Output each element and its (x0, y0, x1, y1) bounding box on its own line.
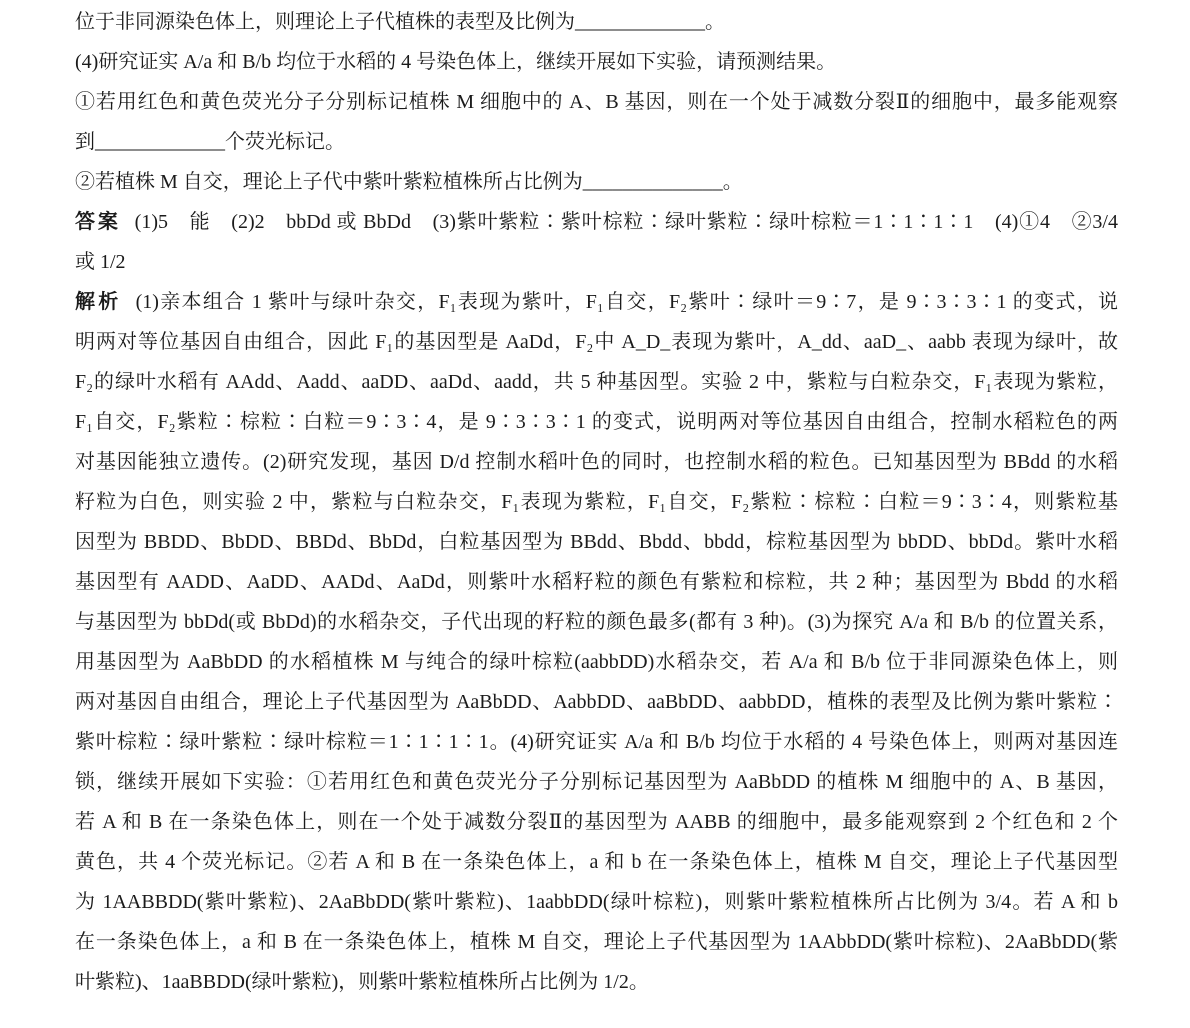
analysis-line: 两对基因自由组合，理论上子代基因型为 AaBbDD、AabbDD、aaBbDD、aabbDD，植株的表型及比例为紫叶紫粒∶ (75, 691, 1118, 713)
analysis-text: (1)亲本组合 1 紫叶与绿叶杂交，F₁表现为紫叶，F₁自交，F₂紫叶∶绿叶＝9∶7，是 9∶3∶3∶1 的变式，说 (135, 291, 1118, 313)
analysis-line: 锁，继续开展如下实验：①若用红色和黄色荧光分子分别标记基因型为 AaBbDD 的植株 M 细胞中的 A、B 基因， (75, 771, 1118, 793)
analysis-line: 明两对等位基因自由组合，因此 F₁的基因型是 AaDd，F₂中 A_D_表现为紫叶，A_dd、aaD_、aabb 表现为绿叶，故 (75, 331, 1118, 353)
answer-line (75, 202, 1118, 242)
analysis-line: 籽粒为白色，则实验 2 中，紫粒与白粒杂交，F₁表现为紫粒，F₁自交，F₂紫粒∶棕粒∶白粒＝9∶3∶4，则紫粒基 (75, 491, 1118, 513)
question-line: 到_____________个荧光标记。 (75, 131, 345, 153)
analysis-line: 为 1AABBDD(紫叶紫粒)、2AaBbDD(紫叶紫粒)、1aabbDD(绿叶棕粒)，则紫叶紫粒植株所占比例为 3/4。若 A 和 b (75, 891, 1118, 913)
question-line: 位于非同源染色体上，则理论上子代植株的表型及比例为_____________。 (75, 11, 725, 33)
analysis-line: 叶紫粒)、1aaBBDD(绿叶紫粒)，则紫叶紫粒植株所占比例为 1/2。 (75, 971, 649, 993)
analysis-line: 黄色，共 4 个荧光标记。②若 A 和 B 在一条染色体上，a 和 b 在一条染色体上，植株 M 自交，理论上子代基因型 (75, 851, 1118, 873)
answer-label: 答案 (75, 211, 121, 233)
analysis-line: 用基因型为 AaBbDD 的水稻植株 M 与纯合的绿叶棕粒(aabbDD)水稻杂交，若 A/a 和 B/b 位于非同源染色体上，则 (75, 651, 1118, 673)
answer-text: (1)5 能 (2)2 bbDd 或 BbDd (3)紫叶紫粒∶紫叶棕粒∶绿叶紫粒∶绿叶棕粒＝1∶1∶1∶1 (4)①4 ②3/4 (134, 211, 1118, 233)
analysis-line: 在一条染色体上，a 和 B 在一条染色体上，植株 M 自交，理论上子代基因型为 1AAbbDD(紫叶棕粒)、2AaBbDD(紫 (75, 931, 1118, 953)
analysis-line: 因型为 BBDD、BbDD、BBDd、BbDd，白粒基因型为 BBdd、Bbdd、bbdd，棕粒基因型为 bbDD、bbDd。紫叶水稻 (75, 531, 1118, 553)
analysis-line: F₁自交，F₂紫粒∶棕粒∶白粒＝9∶3∶4，是 9∶3∶3∶1 的变式，说明两对等位基因自由组合，控制水稻粒色的两 (75, 411, 1118, 433)
analysis-line: 与基因型为 bbDd(或 BbDd)的水稻杂交，子代出现的籽粒的颜色最多(都有 3 种)。(3)为探究 A/a 和 B/b 的位置关系， (75, 611, 1118, 633)
analysis-line: F₂的绿叶水稻有 AAdd、Aadd、aaDD、aaDd、aadd，共 5 种基因型。实验 2 中，紫粒与白粒杂交，F₁表现为紫粒， (75, 371, 1118, 393)
analysis-label: 解析 (75, 291, 122, 313)
answer-line: 或 1/2 (75, 251, 126, 273)
analysis-line: 对基因能独立遗传。(2)研究发现，基因 D/d 控制水稻叶色的同时，也控制水稻的粒色。已知基因型为 BBdd 的水稻 (75, 451, 1118, 473)
analysis-line: 基因型有 AADD、AaDD、AADd、AaDd，则紫叶水稻籽粒的颜色有紫粒和棕粒，共 2 种；基因型为 Bbdd 的水稻 (75, 571, 1118, 593)
question-line: ①若用红色和黄色荧光分子分别标记植株 M 细胞中的 A、B 基因，则在一个处于减数分裂Ⅱ的细胞中，最多能观察 (75, 91, 1118, 113)
question-line: ②若植株 M 自交，理论上子代中紫叶紫粒植株所占比例为______________。 (75, 171, 743, 193)
analysis-line: 紫叶棕粒∶绿叶紫粒∶绿叶棕粒＝1∶1∶1∶1。(4)研究证实 A/a 和 B/b 均位于水稻的 4 号染色体上，则两对基因连 (75, 731, 1118, 753)
question-line: (4)研究证实 A/a 和 B/b 均位于水稻的 4 号染色体上，继续开展如下实验，请预测结果。 (75, 51, 837, 73)
document-page (75, 2, 1118, 1002)
analysis-line: 若 A 和 B 在一条染色体上，则在一个处于减数分裂Ⅱ的基因型为 AABB 的细胞中，最多能观察到 2 个红色和 2 个 (75, 811, 1118, 833)
analysis-line (75, 282, 1118, 322)
